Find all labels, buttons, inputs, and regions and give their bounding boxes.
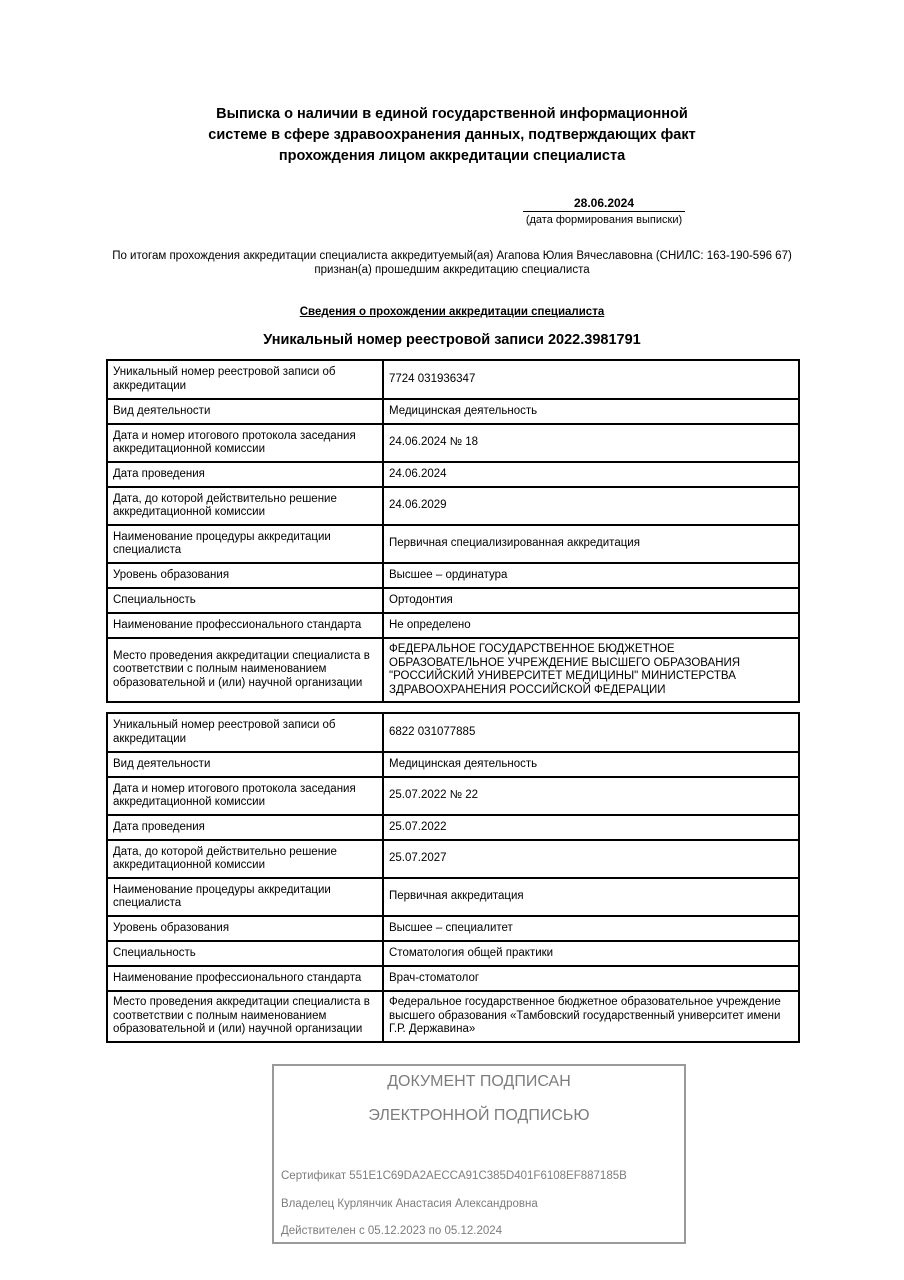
row-label: Специальность — [107, 941, 383, 966]
row-value: ФЕДЕРАЛЬНОЕ ГОСУДАРСТВЕННОЕ БЮДЖЕТНОЕ ОБРАЗОВАТЕЛЬНОЕ УЧРЕЖДЕНИЕ ВЫСШЕГО ОБРАЗОВАНИЯ "РОССИЙСКИЙ УНИВЕРСИТЕТ МЕДИЦИНЫ" МИНИСТЕРСТВА ЗДРАВООХРАНЕНИЯ РОССИЙСКОЙ ФЕДЕРАЦИИ — [383, 638, 799, 702]
table-row — [107, 815, 799, 840]
table-row — [107, 991, 799, 1042]
row-value: Стоматология общей практики — [383, 941, 799, 966]
certificate-validity: Действителен с 05.12.2023 по 05.12.2024 — [281, 1225, 503, 1237]
row-value: 6822 031077885 — [383, 713, 799, 752]
stamp-title-line-2: ЭЛЕКТРОННОЙ ПОДПИСЬЮ — [368, 1107, 590, 1124]
row-value: Высшее – ординатура — [383, 563, 799, 588]
table-row — [107, 777, 799, 815]
stamp-title-line-1: ДОКУМЕНТ ПОДПИСАН — [387, 1073, 571, 1090]
row-label: Дата, до которой действительно решение аккредитационной комиссии — [107, 487, 383, 525]
row-value: 24.06.2024 № 18 — [383, 424, 799, 462]
row-label: Наименование профессионального стандарта — [107, 966, 383, 991]
row-value: Федеральное государственное бюджетное образовательное учреждение высшего образования «Тамбовский государственный университет имени Г.Р. Державина» — [383, 991, 799, 1042]
table-row — [107, 916, 799, 941]
table-row — [107, 878, 799, 916]
accreditation-table-1 — [106, 359, 800, 703]
row-value: 25.07.2027 — [383, 840, 799, 878]
row-label: Дата проведения — [107, 815, 383, 840]
row-label: Наименование профессионального стандарта — [107, 613, 383, 638]
formation-date: 28.06.2024 — [523, 196, 685, 212]
table-row — [107, 360, 799, 399]
table-row — [107, 399, 799, 424]
registry-title: Уникальный номер реестровой записи 2022.3981791 — [263, 332, 641, 348]
row-label: Вид деятельности — [107, 399, 383, 424]
row-value: 24.06.2024 — [383, 462, 799, 487]
accreditation-table-2 — [106, 712, 800, 1043]
certificate-number: Сертификат 551E1C69DA2AECCA91C385D401F6108EF887185B — [281, 1170, 627, 1182]
row-label: Дата, до которой действительно решение аккредитационной комиссии — [107, 840, 383, 878]
row-value: 7724 031936347 — [383, 360, 799, 399]
row-value: Ортодонтия — [383, 588, 799, 613]
section-heading: Сведения о прохождении аккредитации специалиста — [299, 306, 605, 318]
row-label: Место проведения аккредитации специалиста в соответствии с полным наименованием образовательной и (или) научной организации — [107, 638, 383, 702]
row-value: 24.06.2029 — [383, 487, 799, 525]
row-label: Уровень образования — [107, 563, 383, 588]
row-value: Медицинская деятельность — [383, 399, 799, 424]
row-label: Дата проведения — [107, 462, 383, 487]
row-label: Специальность — [107, 588, 383, 613]
electronic-signature-stamp — [272, 1064, 686, 1244]
table-row — [107, 424, 799, 462]
table-row — [107, 525, 799, 563]
row-label: Дата и номер итогового протокола заседания аккредитационной комиссии — [107, 777, 383, 815]
row-value: Высшее – специалитет — [383, 916, 799, 941]
row-label: Вид деятельности — [107, 752, 383, 777]
row-label: Наименование процедуры аккредитации специалиста — [107, 878, 383, 916]
row-value: 25.07.2022 № 22 — [383, 777, 799, 815]
intro-text: По итогам прохождения аккредитации специалиста аккредитуемый(ая) Агапова Юлия Вячеславовна (СНИЛС: 163-190-596 67) признан(а) прошедшим аккредитацию специалиста — [112, 250, 792, 276]
table-row — [107, 563, 799, 588]
row-label: Уникальный номер реестровой записи об аккредитации — [107, 360, 383, 399]
row-value: Медицинская деятельность — [383, 752, 799, 777]
row-value: Не определено — [383, 613, 799, 638]
row-label: Место проведения аккредитации специалиста в соответствии с полным наименованием образовательной и (или) научной организации — [107, 991, 383, 1042]
table-row — [107, 487, 799, 525]
row-label: Уникальный номер реестровой записи об аккредитации — [107, 713, 383, 752]
document-title: Выписка о наличии в единой государственной информационной системе в сфере здравоохранения данных, подтверждающих факт прохождения лицом аккредитации специалиста — [208, 106, 696, 164]
table-row — [107, 966, 799, 991]
table-row — [107, 752, 799, 777]
row-value: 25.07.2022 — [383, 815, 799, 840]
table-row — [107, 840, 799, 878]
row-value: Первичная специализированная аккредитация — [383, 525, 799, 563]
certificate-owner: Владелец Курлянчик Анастасия Александровна — [281, 1198, 538, 1210]
formation-date-caption: (дата формирования выписки) — [525, 214, 683, 226]
row-label: Дата и номер итогового протокола заседания аккредитационной комиссии — [107, 424, 383, 462]
row-label: Уровень образования — [107, 916, 383, 941]
table-row — [107, 638, 799, 702]
table-row — [107, 462, 799, 487]
table-row — [107, 613, 799, 638]
row-label: Наименование процедуры аккредитации специалиста — [107, 525, 383, 563]
row-value: Врач-стоматолог — [383, 966, 799, 991]
table-row — [107, 941, 799, 966]
date-block — [514, 196, 694, 227]
row-value: Первичная аккредитация — [383, 878, 799, 916]
table-row — [107, 713, 799, 752]
table-row — [107, 588, 799, 613]
